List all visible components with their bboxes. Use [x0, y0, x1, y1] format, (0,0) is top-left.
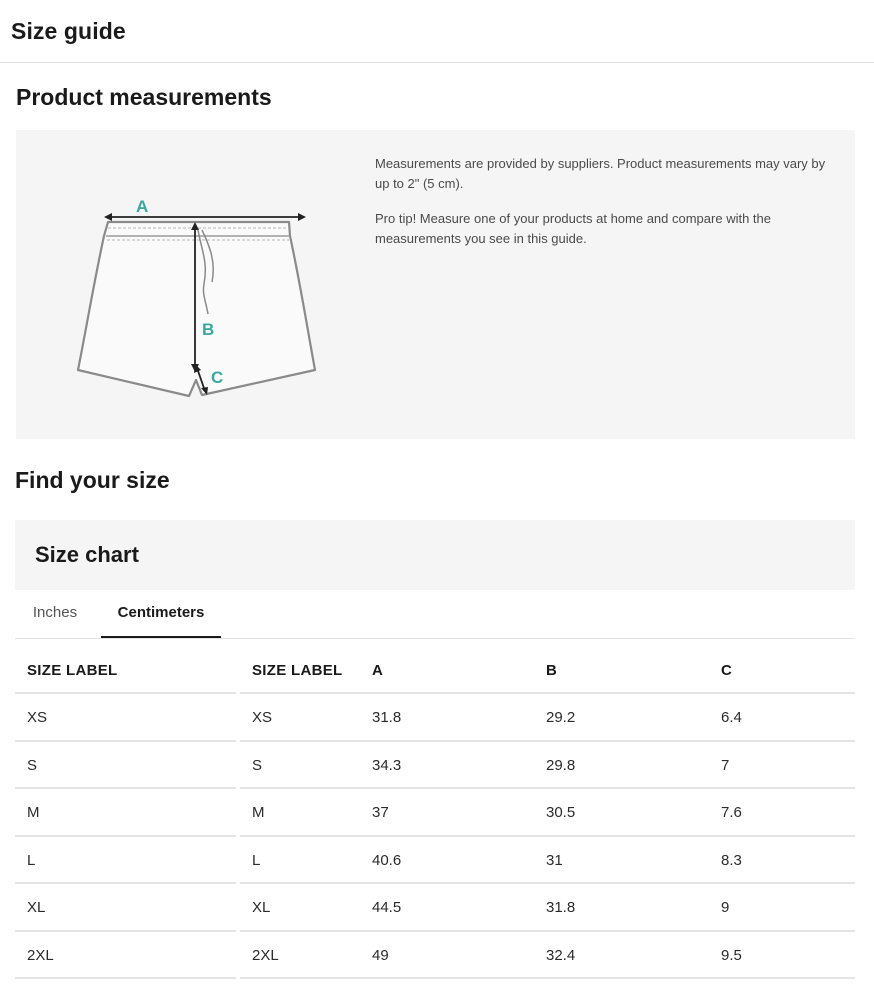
- measurements-panel: [16, 130, 855, 439]
- measure-b-cell: 31.8: [546, 899, 576, 917]
- table-row: [15, 789, 855, 837]
- size-label-cell: L: [252, 851, 261, 869]
- page-title: Size guide: [11, 17, 126, 44]
- column-header-size-label: SIZE LABEL: [252, 661, 343, 679]
- size-label-cell: XS: [252, 709, 273, 727]
- column-header-size-label: SIZE LABEL: [27, 661, 118, 679]
- measure-b-cell: 32.4: [546, 946, 576, 964]
- label-c: C: [211, 368, 224, 387]
- shorts-diagram: [74, 192, 319, 402]
- measure-a-cell: 31.8: [372, 709, 402, 727]
- table-row: [15, 694, 855, 742]
- column-header-c: C: [721, 661, 733, 679]
- label-b: B: [202, 320, 215, 339]
- supplier-note: Measurements are provided by suppliers. Product measurements may vary by up to 2" (5 cm).: [375, 156, 826, 191]
- measure-b-cell: 29.2: [546, 709, 576, 727]
- product-measurements-title: Product measurements: [16, 84, 272, 110]
- table-header-row: [15, 646, 855, 694]
- measure-a-cell: 40.6: [372, 851, 402, 869]
- measurements-notes: [375, 154, 837, 249]
- size-label-cell: XL: [27, 899, 46, 917]
- measure-a-cell: 34.3: [372, 756, 402, 774]
- size-chart-header: [15, 520, 855, 590]
- size-label-cell: S: [27, 756, 38, 774]
- measure-c-cell: 9.5: [721, 946, 742, 964]
- column-header-a: A: [372, 661, 384, 679]
- measure-b-cell: 30.5: [546, 804, 576, 822]
- size-label-cell: XL: [252, 899, 271, 917]
- measure-c-cell: 7: [721, 756, 730, 774]
- measure-c-cell: 6.4: [721, 709, 742, 727]
- tab-centimeters[interactable]: Centimeters: [101, 590, 221, 638]
- table-row: [15, 932, 855, 980]
- tab-inches[interactable]: Inches: [32, 604, 78, 621]
- measure-a-cell: 37: [372, 804, 389, 822]
- measure-c-cell: 9: [721, 899, 730, 917]
- measure-b-cell: 31: [546, 851, 563, 869]
- size-label-cell: 2XL: [252, 946, 279, 964]
- table-row: [15, 884, 855, 932]
- size-label-cell: M: [252, 804, 265, 822]
- size-label-cell: S: [252, 756, 263, 774]
- label-a: A: [136, 197, 149, 216]
- measure-a-arrow: [104, 213, 306, 221]
- size-label-cell: M: [27, 804, 40, 822]
- table-row: [15, 837, 855, 885]
- size-label-cell: 2XL: [27, 946, 54, 964]
- measure-c-cell: 8.3: [721, 851, 742, 869]
- measure-b-cell: 29.8: [546, 756, 576, 774]
- size-table: [15, 646, 855, 979]
- measure-a-cell: 44.5: [372, 899, 402, 917]
- size-chart-title: Size chart: [35, 542, 139, 567]
- top-bar: [0, 0, 874, 63]
- pro-tip-note: Pro tip! Measure one of your products at home and compare with the measurements you see in this guide.: [375, 211, 771, 246]
- find-your-size-title: Find your size: [15, 467, 170, 493]
- measure-c-cell: 7.6: [721, 804, 742, 822]
- size-label-cell: XS: [27, 709, 48, 727]
- table-row: [15, 742, 855, 790]
- column-header-b: B: [546, 661, 558, 679]
- unit-tabs: [15, 590, 855, 639]
- measure-a-cell: 49: [372, 946, 389, 964]
- size-label-cell: L: [27, 851, 36, 869]
